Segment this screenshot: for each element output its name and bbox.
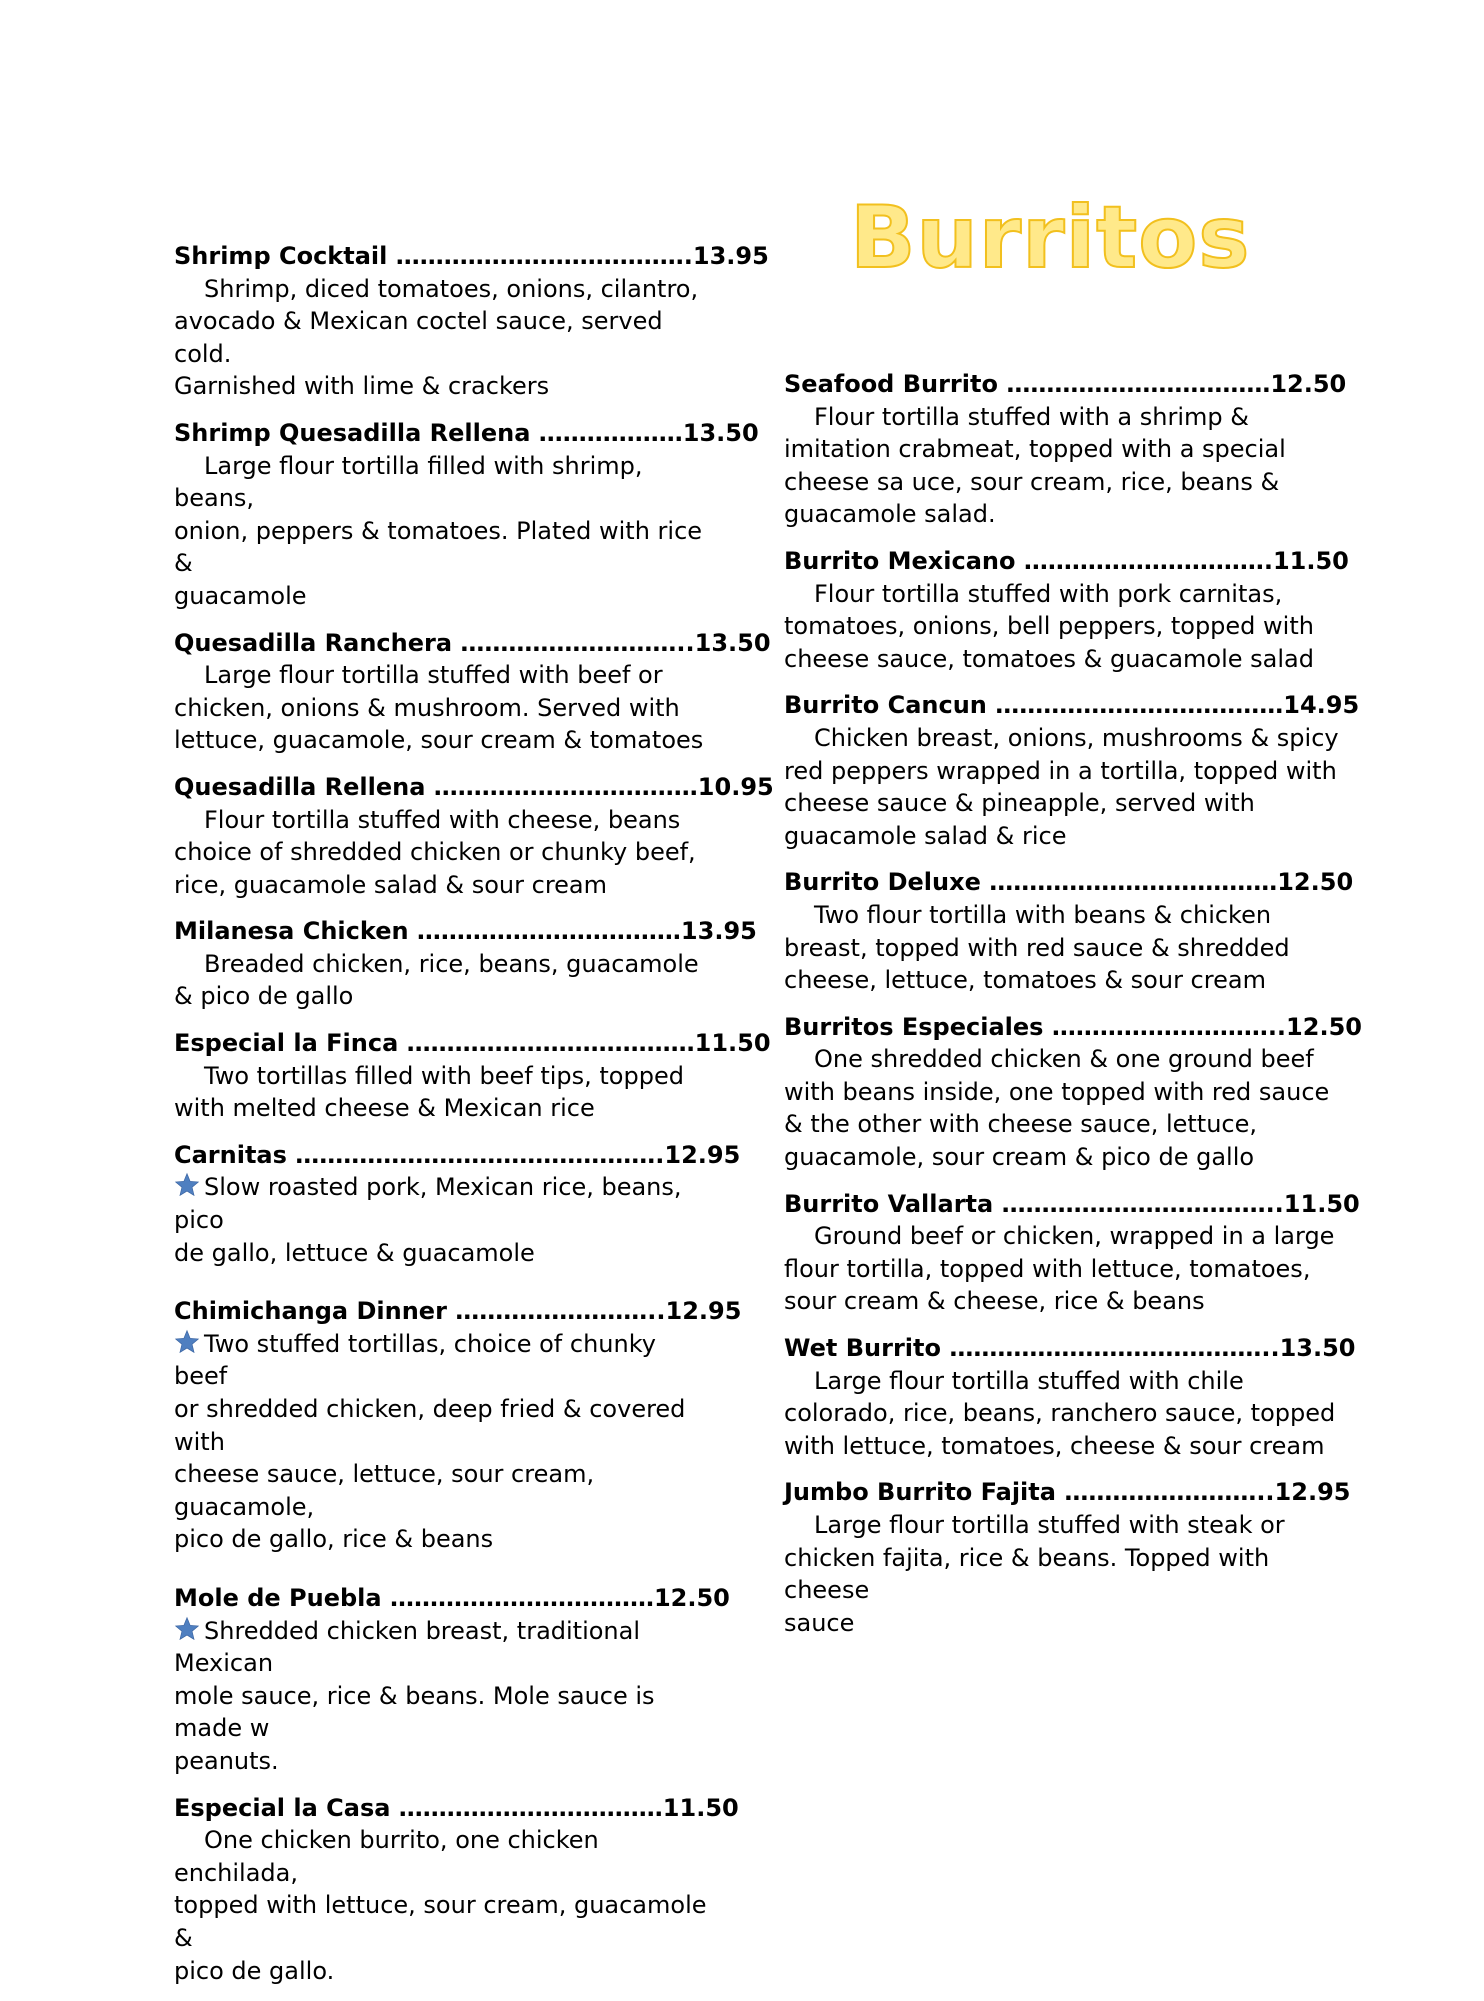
menu-item-heading	[784, 1476, 1351, 1509]
description-text: red peppers wrapped in a tortilla, topped with	[784, 756, 1337, 785]
description-line	[784, 610, 1344, 643]
menu-item-heading	[784, 368, 1347, 401]
description-line	[784, 722, 1344, 755]
menu-item	[174, 915, 757, 1013]
description-line	[174, 836, 714, 869]
menu-item	[174, 240, 769, 403]
menu-item-heading	[174, 1582, 730, 1615]
menu-item-description	[174, 1060, 714, 1125]
description-text: tomatoes, onions, bell peppers, topped with	[784, 612, 1314, 641]
menu-item-name: Mole de Puebla	[174, 1583, 382, 1612]
description-text: Chicken breast, onions, mushrooms & spicy	[814, 723, 1339, 752]
menu-item	[174, 1295, 742, 1556]
menu-item-leader-dots: ……………………..	[1064, 1478, 1275, 1507]
menu-item-name: Milanesa Chicken	[174, 917, 409, 946]
description-text: rice, guacamole salad & sour cream	[174, 870, 608, 899]
description-text: with melted cheese & Mexican rice	[174, 1094, 595, 1123]
menu-item	[174, 1139, 741, 1269]
description-text: Slow roasted pork, Mexican rice, beans, pico	[174, 1173, 682, 1235]
description-line	[174, 724, 714, 757]
menu-item-leader-dots: ……………………………	[1006, 370, 1271, 398]
menu-item-name: Seafood Burrito	[784, 370, 998, 398]
menu-item-price: 13.50	[1279, 1334, 1356, 1363]
description-text: Shrimp, diced tomatoes, onions, cilantro,	[204, 274, 699, 303]
description-line	[174, 1171, 714, 1236]
menu-item-name: Wet Burrito	[784, 1334, 941, 1363]
menu-item-description	[784, 401, 1344, 531]
description-text: Large flour tortilla filled with shrimp, beans,	[174, 451, 643, 513]
menu-item-heading	[174, 1792, 739, 1825]
menu-item-price: 10.95	[697, 772, 774, 801]
menu-item-price: 13.50	[694, 628, 771, 657]
description-text: imitation crabmeat, topped with a special	[784, 435, 1286, 464]
menu-item-description	[174, 450, 714, 613]
description-text: guacamole salad & rice	[784, 821, 1067, 850]
menu-item-heading	[784, 1332, 1356, 1365]
menu-item-heading	[174, 627, 771, 660]
description-text: Garnished with lime & crackers	[174, 372, 550, 401]
menu-item-heading	[174, 240, 769, 273]
description-line	[784, 1220, 1344, 1253]
menu-item	[784, 689, 1360, 852]
menu-item-price: 12.95	[664, 1140, 741, 1169]
description-line	[784, 1607, 1344, 1640]
description-text: Two stuffed tortillas, choice of chunky beef	[174, 1329, 656, 1391]
description-line	[784, 1285, 1344, 1318]
menu-item-heading	[784, 1188, 1360, 1221]
description-line	[784, 1076, 1344, 1109]
description-line	[174, 659, 714, 692]
menu-item-leader-dots: ………………………………	[989, 868, 1278, 897]
menu-item	[174, 627, 771, 757]
menu-item-description	[174, 659, 714, 757]
description-text: topped with lettuce, sour cream, guacamole &	[174, 1891, 707, 1952]
description-line	[174, 1824, 714, 1889]
menu-item-heading	[174, 1139, 741, 1172]
description-line	[784, 1397, 1344, 1430]
description-text: guacamole	[174, 581, 307, 610]
description-text: & pico de gallo	[174, 982, 354, 1011]
menu-item-name: Burrito Cancun	[784, 691, 987, 720]
menu-item-leader-dots: ………………	[538, 418, 683, 447]
description-text: lettuce, guacamole, sour cream & tomatoes	[174, 726, 704, 755]
menu-item-leader-dots: ………………………..	[1051, 1012, 1287, 1041]
description-line	[784, 820, 1344, 853]
description-line	[174, 1060, 714, 1093]
description-text: cheese sauce, tomatoes & guacamole salad	[784, 644, 1314, 673]
description-line	[174, 305, 714, 370]
description-line	[174, 580, 714, 613]
menu-item-name: Shrimp Quesadilla Rellena	[174, 418, 531, 447]
description-text: Large flour tortilla stuffed with chile	[814, 1366, 1244, 1395]
menu-item-leader-dots: ……………………………	[433, 772, 698, 801]
star-icon	[174, 1172, 204, 1196]
menu-item	[174, 1582, 730, 1778]
menu-item	[784, 1188, 1360, 1318]
description-line	[174, 948, 714, 981]
menu-item-description	[174, 948, 714, 1013]
description-text: guacamole salad.	[784, 500, 996, 529]
right-menu-column	[784, 368, 1362, 1653]
menu-item-name: Especial la Casa	[174, 1793, 391, 1822]
description-line	[174, 1458, 714, 1523]
menu-item-price: 13.50	[682, 418, 759, 447]
description-text: One shredded chicken & one ground beef	[814, 1045, 1314, 1074]
menu-item-heading	[784, 866, 1354, 899]
description-text: breast, topped with red sauce & shredded	[784, 933, 1290, 962]
description-line	[784, 1108, 1344, 1141]
description-line	[174, 1680, 714, 1745]
menu-item-description	[784, 722, 1344, 852]
description-line	[174, 1745, 714, 1778]
description-line	[784, 401, 1344, 434]
menu-item-leader-dots: ………………………..	[460, 628, 695, 657]
menu-item-leader-dots: ……………………………	[389, 1583, 654, 1612]
menu-item-name: Shrimp Cocktail	[174, 242, 388, 270]
description-text: Two tortillas filled with beef tips, topped	[204, 1061, 684, 1090]
description-text: sauce	[784, 1608, 855, 1637]
menu-item	[174, 417, 759, 613]
description-text: pico de gallo, rice & beans	[174, 1525, 494, 1554]
description-text: Shredded chicken breast, traditional Mexican	[174, 1616, 641, 1678]
description-line	[784, 964, 1344, 997]
description-line	[784, 1365, 1344, 1398]
menu-item-leader-dots: ……………………………	[398, 1793, 663, 1822]
menu-item-price: 13.95	[692, 242, 769, 270]
menu-item-price: 12.50	[1286, 1012, 1362, 1041]
description-text: Two flour tortilla with beans & chicken	[814, 900, 1272, 929]
menu-item	[174, 1027, 771, 1125]
description-line	[784, 1043, 1344, 1076]
menu-item-price: 14.95	[1283, 691, 1360, 720]
menu-item-heading	[174, 1295, 742, 1328]
menu-item-leader-dots: ……………………………….	[395, 242, 693, 270]
menu-item-heading	[174, 417, 759, 450]
menu-item-description	[174, 1824, 714, 1987]
description-line	[174, 1393, 714, 1458]
description-text: de gallo, lettuce & guacamole	[174, 1238, 535, 1267]
menu-item-heading	[174, 1027, 771, 1060]
menu-item-price: 11.50	[1272, 546, 1349, 575]
description-text: & the other with cheese sauce, lettuce,	[784, 1110, 1258, 1139]
description-text: chicken, onions & mushroom. Served with	[174, 693, 680, 722]
menu-item-description	[174, 273, 714, 403]
menu-item	[784, 866, 1354, 996]
description-text: cheese sauce & pineapple, served with	[784, 789, 1255, 818]
star-icon	[174, 1616, 204, 1640]
description-text: sour cream & cheese, rice & beans	[784, 1287, 1205, 1316]
description-line	[784, 1141, 1344, 1174]
description-line	[174, 515, 714, 580]
menu-item-name: Especial la Finca	[174, 1029, 399, 1058]
description-line	[784, 787, 1344, 820]
description-text: mole sauce, rice & beans. Mole sauce is made w	[174, 1681, 655, 1743]
menu-item-heading	[784, 545, 1349, 578]
description-text: cheese, lettuce, tomatoes & sour cream	[784, 966, 1266, 995]
description-text: onion, peppers & tomatoes. Plated with rice &	[174, 516, 703, 578]
menu-item-price: 11.50	[662, 1793, 739, 1822]
description-text: with beans inside, one topped with red sauce	[784, 1077, 1330, 1106]
menu-item	[174, 771, 774, 901]
description-line	[174, 273, 714, 306]
description-text: guacamole, sour cream & pico de gallo	[784, 1143, 1255, 1172]
menu-item-price: 11.50	[694, 1029, 771, 1058]
description-text: Breaded chicken, rice, beans, guacamole	[204, 949, 699, 978]
menu-item-description	[784, 1043, 1344, 1173]
description-line	[784, 755, 1344, 788]
description-text: Ground beef or chicken, wrapped in a large	[814, 1222, 1335, 1251]
menu-item-heading	[174, 771, 774, 804]
description-text: choice of shredded chicken or chunky beef,	[174, 838, 696, 867]
description-line	[174, 1237, 714, 1270]
menu-item-price: 12.95	[1274, 1478, 1351, 1507]
menu-item-leader-dots: ……………………………	[416, 917, 681, 946]
description-line	[174, 1955, 714, 1988]
description-line	[174, 1328, 714, 1393]
menu-item-description	[174, 804, 714, 902]
description-line	[174, 692, 714, 725]
menu-item-price: 13.95	[680, 917, 757, 946]
menu-item-price: 12.50	[1270, 370, 1347, 398]
menu-item-name: Burritos Especiales	[784, 1012, 1044, 1041]
left-menu-column	[174, 240, 774, 2001]
menu-item-name: Quesadilla Rellena	[174, 772, 426, 801]
menu-item-price: 12.50	[653, 1583, 730, 1612]
menu-item-description	[784, 1365, 1344, 1463]
star-icon	[174, 1329, 204, 1353]
description-line	[174, 1889, 714, 1954]
menu-item	[174, 1792, 739, 1988]
menu-item-description	[784, 899, 1344, 997]
description-text: Flour tortilla stuffed with a shrimp &	[814, 402, 1249, 431]
description-line	[784, 1542, 1344, 1607]
description-text: Large flour tortilla stuffed with beef or	[204, 661, 663, 690]
description-text: cheese sa uce, sour cream, rice, beans &	[784, 467, 1280, 496]
description-line	[174, 804, 714, 837]
description-text: or shredded chicken, deep fried & covered with	[174, 1395, 686, 1456]
description-line	[784, 578, 1344, 611]
menu-item	[784, 1476, 1351, 1639]
description-text: Flour tortilla stuffed with cheese, beans	[204, 805, 681, 834]
description-line	[784, 498, 1344, 531]
menu-item	[784, 1011, 1362, 1174]
menu-item-description	[174, 1328, 714, 1556]
menu-item-description	[174, 1171, 714, 1269]
menu-item-heading	[784, 689, 1360, 722]
description-line	[784, 932, 1344, 965]
menu-item-description	[784, 1220, 1344, 1318]
menu-item-price: 12.50	[1277, 868, 1354, 897]
menu-item-leader-dots: ………………………….	[1023, 546, 1273, 575]
description-line	[174, 1092, 714, 1125]
description-text: cheese sauce, lettuce, sour cream, guacamole,	[174, 1460, 595, 1521]
description-line	[174, 980, 714, 1013]
menu-item-heading	[174, 915, 757, 948]
description-text: peanuts.	[174, 1746, 279, 1775]
description-line	[784, 899, 1344, 932]
menu-item-description	[784, 578, 1344, 676]
menu-item-leader-dots: …………………………………..	[949, 1334, 1280, 1363]
menu-item-name: Burrito Deluxe	[784, 868, 981, 897]
menu-item-leader-dots: ………………………………	[406, 1029, 695, 1058]
description-text: flour tortilla, topped with lettuce, tomatoes,	[784, 1254, 1311, 1283]
menu-item-leader-dots: ……………………………………….	[295, 1140, 665, 1169]
menu-item	[784, 368, 1347, 531]
menu-item-price: 11.50	[1283, 1189, 1360, 1218]
menu-item-leader-dots: ……………………………..	[1001, 1189, 1284, 1218]
description-line	[784, 433, 1344, 466]
description-text: Flour tortilla stuffed with pork carnitas,	[814, 579, 1283, 608]
menu-item-name: Quesadilla Ranchera	[174, 628, 453, 657]
description-text: with lettuce, tomatoes, cheese & sour cream	[784, 1431, 1325, 1460]
description-line	[784, 1430, 1344, 1463]
menu-item-name: Burrito Mexicano	[784, 546, 1016, 575]
menu-item-name: Jumbo Burrito Fajita	[784, 1478, 1056, 1507]
description-line	[784, 643, 1344, 676]
page-title: Burritos	[850, 188, 1251, 288]
menu-item-leader-dots: ……………………..	[455, 1297, 666, 1326]
menu-item-name: Chimichanga Dinner	[174, 1297, 447, 1326]
description-text: colorado, rice, beans, ranchero sauce, topped	[784, 1399, 1336, 1428]
menu-item-name: Burrito Vallarta	[784, 1189, 994, 1218]
menu-item-leader-dots: ………………………………	[995, 691, 1284, 720]
description-line	[784, 466, 1344, 499]
menu-item-description	[174, 1615, 714, 1778]
description-line	[784, 1253, 1344, 1286]
menu-item-description	[784, 1509, 1344, 1639]
description-text: pico de gallo.	[174, 1956, 335, 1985]
description-line	[174, 1523, 714, 1556]
description-text: chicken fajita, rice & beans. Topped with cheese	[784, 1543, 1270, 1605]
menu-item	[784, 1332, 1356, 1462]
description-text: One chicken burrito, one chicken enchilada,	[174, 1826, 599, 1887]
description-line	[174, 370, 714, 403]
description-line	[174, 450, 714, 515]
menu-item-name: Carnitas	[174, 1140, 287, 1169]
description-line	[784, 1509, 1344, 1542]
description-text: avocado & Mexican coctel sauce, served cold.	[174, 307, 663, 368]
description-line	[174, 1615, 714, 1680]
menu-item	[784, 545, 1349, 675]
description-line	[174, 869, 714, 902]
description-text: Large flour tortilla stuffed with steak or	[814, 1511, 1285, 1539]
menu-item-price: 12.95	[665, 1297, 742, 1326]
menu-item-heading	[784, 1011, 1362, 1044]
